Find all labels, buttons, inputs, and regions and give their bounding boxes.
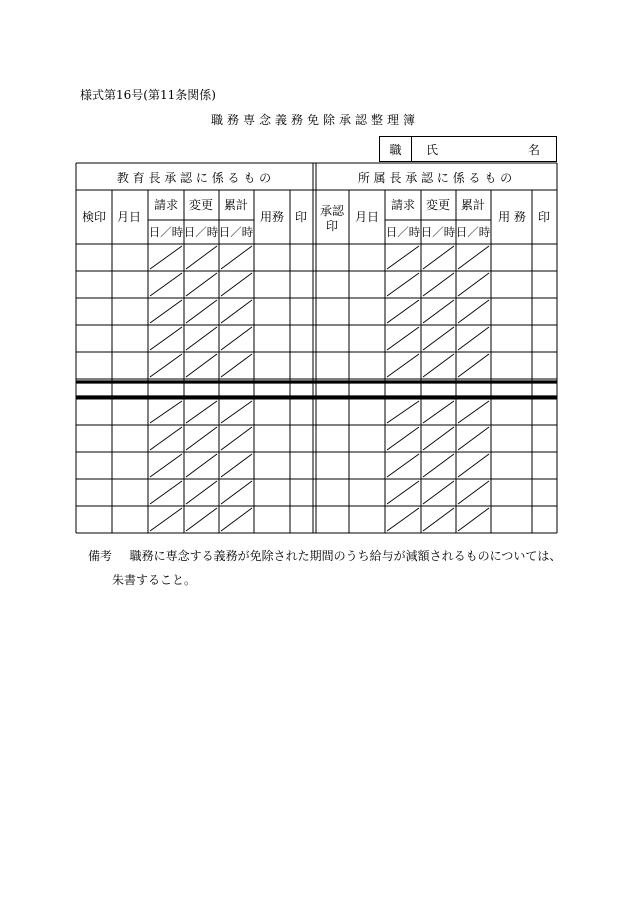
slash-mark — [186, 273, 217, 296]
slash-mark — [458, 401, 489, 423]
slash-mark — [150, 354, 182, 377]
slash-mark — [221, 508, 252, 531]
col-purpose-left: 用務 — [259, 210, 285, 224]
slash-mark — [186, 246, 217, 269]
slash-mark — [423, 246, 454, 269]
col-change-right: 変更 — [425, 198, 451, 212]
col-month-day-left: 月日 — [116, 210, 142, 224]
remarks-label: 備考 — [88, 549, 113, 563]
slash-mark — [150, 401, 182, 423]
slash-mark — [458, 327, 489, 350]
slash-mark — [221, 327, 252, 350]
col-request-left: 請求 — [153, 198, 179, 212]
slash-mark — [423, 454, 454, 477]
diagonal-slashes — [150, 246, 489, 531]
slash-mark — [423, 401, 454, 423]
slash-mark — [150, 427, 182, 450]
col-dayhour-6: 日／時 — [455, 225, 491, 239]
col-seal-right: 印 — [537, 210, 551, 224]
left-group-title: 教 育 長 承 認 に 係 る も の — [116, 171, 272, 185]
col-dayhour-4: 日／時 — [385, 225, 421, 239]
col-seal-left: 印 — [294, 210, 308, 224]
remarks — [88, 544, 561, 592]
name-label-1: 氏 — [426, 142, 439, 157]
slash-mark — [150, 454, 182, 477]
slash-mark — [186, 508, 217, 531]
remarks-text-2: 朱書すること。 — [112, 573, 197, 587]
slash-mark — [221, 354, 252, 377]
slash-mark — [150, 246, 182, 269]
col-total-left: 累計 — [223, 198, 249, 212]
slash-mark — [221, 401, 252, 423]
document-title: 職務専念義務免除承認整理簿 — [210, 113, 419, 127]
col-total-right: 累計 — [460, 198, 486, 212]
slash-mark — [387, 273, 419, 296]
slash-mark — [458, 273, 489, 296]
col-approval-seal-2: 印 — [325, 219, 339, 233]
slash-mark — [387, 327, 419, 350]
slash-mark — [186, 427, 217, 450]
slash-mark — [458, 427, 489, 450]
slash-mark — [186, 354, 217, 377]
slash-mark — [423, 273, 454, 296]
slash-mark — [186, 300, 217, 323]
remarks-text-1: 職務に専念する義務が免除された期間のうち給与が減額されるものについては、 — [129, 549, 562, 563]
slash-mark — [221, 300, 252, 323]
slash-mark — [150, 273, 182, 296]
slash-mark — [387, 354, 419, 377]
col-approval-seal-1: 承認 — [319, 204, 345, 218]
slash-mark — [150, 508, 182, 531]
slash-mark — [387, 508, 419, 531]
slash-mark — [387, 300, 419, 323]
table-grid — [76, 163, 557, 533]
col-request-right: 請求 — [390, 198, 416, 212]
col-seal-check: 検印 — [81, 210, 107, 224]
col-change-left: 変更 — [188, 198, 214, 212]
slash-mark — [150, 481, 182, 504]
slash-mark — [186, 481, 217, 504]
slash-mark — [150, 327, 182, 350]
slash-mark — [423, 354, 454, 377]
col-dayhour-1: 日／時 — [148, 225, 184, 239]
slash-mark — [458, 508, 489, 531]
slash-mark — [458, 300, 489, 323]
slash-mark — [387, 481, 419, 504]
form-number: 様式第16号(第11条関係) — [80, 88, 216, 102]
col-dayhour-2: 日／時 — [183, 225, 219, 239]
slash-mark — [387, 427, 419, 450]
slash-mark — [150, 300, 182, 323]
col-dayhour-3: 日／時 — [218, 225, 254, 239]
slash-mark — [387, 246, 419, 269]
slash-mark — [387, 401, 419, 423]
slash-mark — [221, 246, 252, 269]
slash-mark — [423, 481, 454, 504]
slash-mark — [458, 454, 489, 477]
slash-mark — [221, 481, 252, 504]
slash-mark — [423, 508, 454, 531]
slash-mark — [186, 401, 217, 423]
slash-mark — [387, 454, 419, 477]
job-label: 職 — [380, 137, 412, 161]
slash-mark — [221, 273, 252, 296]
slash-mark — [423, 327, 454, 350]
col-month-day-right: 月日 — [354, 210, 380, 224]
slash-mark — [221, 454, 252, 477]
slash-mark — [186, 454, 217, 477]
slash-mark — [458, 246, 489, 269]
right-group-title: 所 属 長 承 認 に 係 る も の — [357, 171, 513, 185]
slash-mark — [423, 427, 454, 450]
slash-mark — [423, 300, 454, 323]
slash-mark — [458, 354, 489, 377]
slash-mark — [458, 481, 489, 504]
slash-mark — [221, 427, 252, 450]
col-dayhour-5: 日／時 — [420, 225, 456, 239]
name-label-2: 名 — [527, 142, 540, 157]
slash-mark — [186, 327, 217, 350]
col-purpose-right: 用 務 — [498, 210, 526, 224]
